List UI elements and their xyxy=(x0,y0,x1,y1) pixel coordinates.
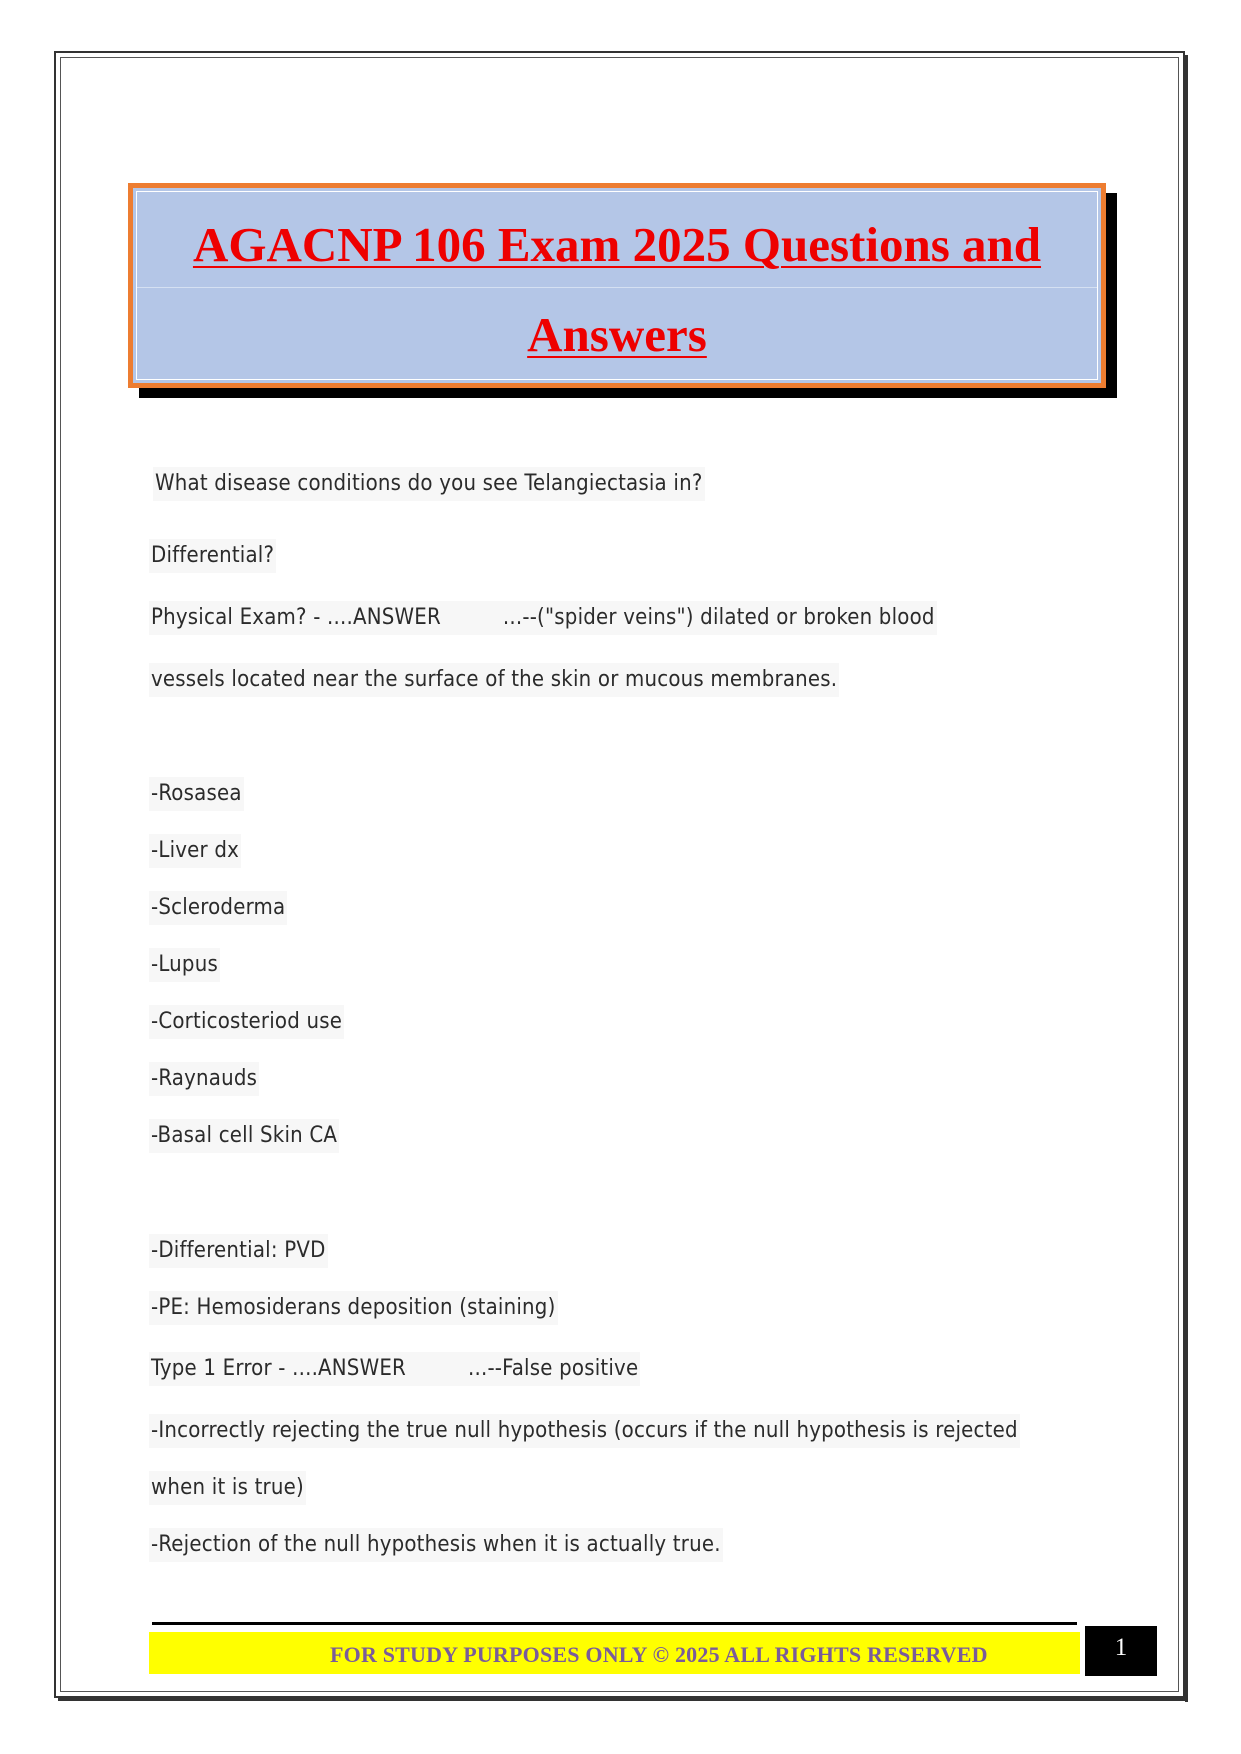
question-1-differential: Differential? xyxy=(149,539,276,573)
list-item: -Scleroderma xyxy=(149,891,287,925)
page-title-line-1: AGACNP 106 Exam 2025 Questions and xyxy=(192,217,1042,272)
question-2-text xyxy=(149,1352,640,1386)
list-item: -Rosasea xyxy=(149,777,244,811)
title-box xyxy=(128,183,1106,388)
page-title-line-2: Answers xyxy=(527,307,707,362)
page-number: 1 xyxy=(1114,1634,1128,1661)
differential-line: -Differential: PVD xyxy=(149,1234,328,1268)
question-2-detail-1-continued: when it is true) xyxy=(149,1471,306,1505)
list-item: -Raynauds xyxy=(149,1062,259,1096)
list-item: -Liver dx xyxy=(149,834,241,868)
page-border-shadow-right xyxy=(1185,55,1188,1702)
question-2-answer: ...--False positive xyxy=(468,1356,639,1381)
pe-line: -PE: Hemosiderans deposition (staining) xyxy=(149,1291,558,1325)
page-border-shadow-bottom xyxy=(58,1698,1188,1701)
list-item: -Basal cell Skin CA xyxy=(149,1119,339,1153)
page-number-box xyxy=(1085,1626,1157,1676)
question-1-answer-continued: vessels located near the surface of the skin or mucous membranes. xyxy=(149,663,839,697)
question-2-detail-1: -Incorrectly rejecting the true null hypothesis (occurs if the null hypothesis is rejected xyxy=(149,1414,1020,1448)
question-2-detail-2: -Rejection of the null hypothesis when it is actually true. xyxy=(149,1528,723,1562)
footer-rule xyxy=(152,1622,1077,1625)
question-1-answer: ...--("spider veins") dilated or broken blood xyxy=(502,605,935,630)
question-1-text: What disease conditions do you see Telangiectasia in? xyxy=(153,467,705,501)
page-title xyxy=(133,200,1101,380)
question-1-physical-exam xyxy=(149,601,937,635)
question-2-prefix: Type 1 Error - ....ANSWER xyxy=(151,1356,406,1381)
footer-text: FOR STUDY PURPOSES ONLY © 2025 ALL RIGHTS RESERVED xyxy=(330,1642,988,1667)
list-item: -Lupus xyxy=(149,948,220,982)
list-item: -Corticosteriod use xyxy=(149,1005,344,1039)
question-1-prefix: Physical Exam? - ....ANSWER xyxy=(151,605,441,630)
